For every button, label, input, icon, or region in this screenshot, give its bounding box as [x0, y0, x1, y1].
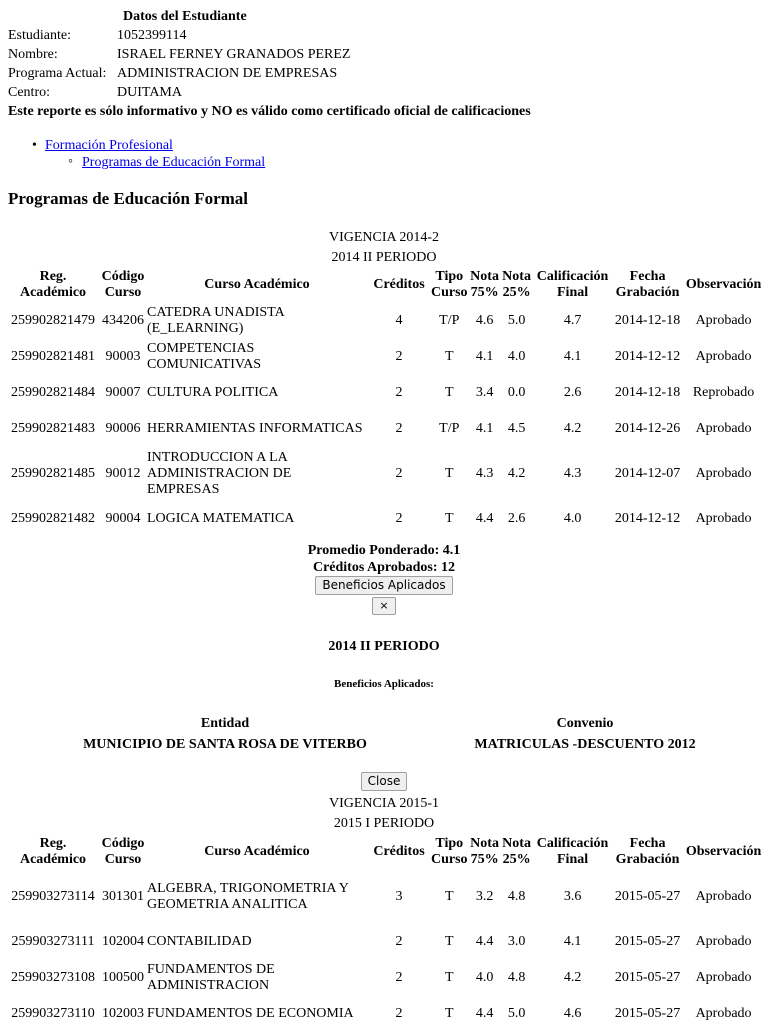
fecha-grabacion-cell: 2015-05-27: [614, 970, 681, 985]
col-curso-academico: Curso Académico: [204, 844, 310, 859]
student-data-header: Datos del Estudiante: [123, 9, 247, 24]
period1-periodo: 2014 II PERIODO: [331, 250, 437, 265]
fecha-grabacion-cell: 2014-12-12: [614, 511, 681, 526]
nota-25-cell: 4.2: [507, 466, 526, 481]
calificacion-final-cell: 4.0: [563, 511, 582, 526]
nota-25-cell: 4.8: [507, 889, 526, 904]
creditos-cell: 2: [395, 421, 403, 436]
grades-header-row: [6, 267, 765, 303]
reg-academico-cell: 259902821484: [11, 385, 95, 400]
col-observacion: Observación: [685, 844, 762, 859]
codigo-curso-cell: 301301: [102, 889, 144, 904]
student-info-row: [8, 27, 350, 46]
student-info-row: [8, 84, 350, 103]
codigo-curso-cell: 90007: [105, 385, 141, 400]
grade-row: [6, 375, 765, 411]
col-tipo-curso: Tipo Curso: [431, 269, 468, 300]
nota-75-cell: 4.4: [475, 511, 494, 526]
reg-academico-cell: 259902821485: [11, 466, 95, 481]
tipo-curso-cell: T: [445, 511, 454, 526]
student-name-value: ISRAEL FERNEY GRANADOS PEREZ: [117, 47, 351, 62]
grade-row: [6, 339, 765, 375]
reg-academico-cell: 259902821482: [11, 511, 95, 526]
section-title: Programas de Educación Formal: [8, 189, 249, 208]
observacion-cell: Aprobado: [695, 313, 752, 328]
benefits-applied-button[interactable]: Beneficios Aplicados: [315, 576, 452, 595]
grades-header-row: [6, 834, 765, 870]
reg-academico-cell: 259903273111: [11, 934, 95, 949]
period1-vigencia: VIGENCIA 2014-2: [328, 230, 440, 245]
nota-75-cell: 4.1: [475, 421, 494, 436]
nota-75-cell: 3.2: [475, 889, 494, 904]
codigo-curso-cell: 90003: [105, 349, 141, 364]
period2-grades-table: [6, 834, 765, 1032]
nota-25-cell: 4.5: [507, 421, 526, 436]
weighted-average: Promedio Ponderado: 4.1: [307, 543, 461, 558]
curso-academico-cell: COMPETENCIAS COMUNICATIVAS: [147, 341, 262, 372]
tipo-curso-cell: T: [445, 466, 454, 481]
calificacion-final-cell: 4.6: [563, 1006, 582, 1021]
codigo-curso-cell: 90012: [105, 466, 141, 481]
nota-75-cell: 3.4: [475, 385, 494, 400]
reg-academico-cell: 259903273114: [11, 889, 95, 904]
creditos-cell: 2: [395, 1006, 403, 1021]
observacion-cell: Aprobado: [695, 349, 752, 364]
reg-academico-cell: 259902821481: [11, 349, 95, 364]
col-nota-25: Nota 25%: [502, 836, 531, 867]
nota-25-cell: 5.0: [507, 313, 526, 328]
codigo-curso-cell: 100500: [102, 970, 144, 985]
close-x-button[interactable]: ×: [372, 597, 395, 615]
curso-academico-cell: CONTABILIDAD: [147, 934, 252, 949]
nota-25-cell: 4.0: [507, 349, 526, 364]
tipo-curso-cell: T: [445, 349, 454, 364]
nav-link-programas-educacion-formal[interactable]: Programas de Educación Formal: [82, 155, 266, 170]
col-reg-academico: Reg. Académico: [19, 269, 87, 300]
nota-75-cell: 4.1: [475, 349, 494, 364]
reg-academico-cell: 259903273110: [11, 1006, 95, 1021]
nota-75-cell: 4.6: [475, 313, 494, 328]
codigo-curso-cell: 102003: [102, 1006, 144, 1021]
nota-25-cell: 0.0: [507, 385, 526, 400]
period2-periodo: 2015 I PERIODO: [333, 816, 435, 831]
creditos-cell: 4: [395, 313, 403, 328]
student-info-row: [8, 65, 350, 84]
codigo-curso-cell: 90004: [105, 511, 141, 526]
observacion-cell: Aprobado: [695, 466, 752, 481]
benefits-applied-title: Beneficios Aplicados:: [334, 678, 434, 690]
nota-75-cell: 4.4: [475, 1006, 494, 1021]
calificacion-final-cell: 4.7: [563, 313, 582, 328]
program-nav: [45, 137, 265, 171]
curso-academico-cell: LOGICA MATEMATICA: [147, 511, 295, 526]
calificacion-final-cell: 4.3: [563, 466, 582, 481]
student-info-table: [8, 27, 350, 103]
grade-row: [6, 501, 765, 537]
student-name-label: Nombre:: [8, 47, 58, 62]
col-nota-25: Nota 25%: [502, 269, 531, 300]
col-fecha-grabacion: Fecha Grabación: [615, 836, 680, 867]
calificacion-final-cell: 4.1: [563, 934, 582, 949]
benefits-button-wrap: [0, 576, 768, 595]
approved-credits: Créditos Aprobados: 12: [312, 560, 456, 575]
creditos-cell: 2: [395, 385, 403, 400]
tipo-curso-cell: T: [445, 970, 454, 985]
curso-academico-cell: FUNDAMENTOS DE ADMINISTRACION: [147, 962, 275, 993]
curso-academico-cell: FUNDAMENTOS DE ECONOMIA: [147, 1006, 354, 1021]
grade-row: [6, 447, 765, 501]
curso-academico-cell: ALGEBRA, TRIGONOMETRIA Y GEOMETRIA ANALITICA: [147, 881, 349, 912]
creditos-cell: 3: [395, 889, 403, 904]
nota-75-cell: 4.0: [475, 970, 494, 985]
calificacion-final-cell: 4.1: [563, 349, 582, 364]
nav-item-formacion: [45, 137, 265, 154]
calificacion-final-cell: 3.6: [563, 889, 582, 904]
tipo-curso-cell: T: [445, 889, 454, 904]
fecha-grabacion-cell: 2014-12-18: [614, 313, 681, 328]
col-calificacion-final: Calificación Final: [536, 836, 609, 867]
observacion-cell: Aprobado: [695, 889, 752, 904]
grade-row: [6, 996, 765, 1032]
grade-row: [6, 870, 765, 924]
col-fecha-grabacion: Fecha Grabación: [615, 269, 680, 300]
col-creditos: Créditos: [373, 844, 425, 859]
disclaimer-text: Este reporte es sólo informativo y NO es válido como certificado oficial de calificaciones: [8, 104, 531, 119]
fecha-grabacion-cell: 2014-12-07: [614, 466, 681, 481]
col-curso-academico: Curso Académico: [204, 277, 310, 292]
codigo-curso-cell: 434206: [102, 313, 144, 328]
program-value: ADMINISTRACION DE EMPRESAS: [117, 66, 338, 81]
tipo-curso-cell: T/P: [439, 313, 460, 328]
nota-25-cell: 5.0: [507, 1006, 526, 1021]
grade-row: [6, 924, 765, 960]
grade-row: [6, 411, 765, 447]
col-observacion: Observación: [685, 277, 762, 292]
creditos-cell: 2: [395, 511, 403, 526]
fecha-grabacion-cell: 2015-05-27: [614, 934, 681, 949]
close-button[interactable]: Close: [361, 772, 408, 791]
observacion-cell: Aprobado: [695, 1006, 752, 1021]
codigo-curso-cell: 102004: [102, 934, 144, 949]
observacion-cell: Aprobado: [695, 511, 752, 526]
nav-item-programas: [82, 154, 265, 171]
curso-academico-cell: CATEDRA UNADISTA (E_LEARNING): [147, 305, 284, 336]
creditos-cell: 2: [395, 970, 403, 985]
grade-row: [6, 960, 765, 996]
nota-75-cell: 4.3: [475, 466, 494, 481]
tipo-curso-cell: T/P: [439, 421, 460, 436]
close-button-wrap: [0, 772, 768, 791]
program-label: Programa Actual:: [8, 66, 107, 81]
curso-academico-cell: CULTURA POLITICA: [147, 385, 279, 400]
creditos-cell: 2: [395, 934, 403, 949]
reg-academico-cell: 259903273108: [11, 970, 95, 985]
curso-academico-cell: INTRODUCCION A LA ADMINISTRACION DE EMPRESAS: [147, 450, 292, 497]
col-creditos: Créditos: [373, 277, 425, 292]
nav-link-formacion-profesional[interactable]: Formación Profesional: [45, 138, 173, 153]
nota-25-cell: 4.8: [507, 970, 526, 985]
col-codigo-curso: Código Curso: [101, 269, 145, 300]
nota-25-cell: 2.6: [507, 511, 526, 526]
col-nota-75: Nota 75%: [470, 269, 499, 300]
student-id-value: 1052399114: [117, 28, 187, 43]
entidad-header: Entidad: [200, 716, 250, 731]
benefits-period-title: 2014 II PERIODO: [328, 639, 440, 654]
entidad-value: MUNICIPIO DE SANTA ROSA DE VITERBO: [83, 737, 367, 752]
tipo-curso-cell: T: [445, 385, 454, 400]
creditos-cell: 2: [395, 349, 403, 364]
student-id-label: Estudiante:: [8, 28, 71, 43]
convenio-header: Convenio: [556, 716, 614, 731]
calificacion-final-cell: 4.2: [563, 421, 582, 436]
creditos-cell: 2: [395, 466, 403, 481]
center-value: DUITAMA: [117, 85, 182, 100]
period1-grades-table: [6, 267, 765, 537]
col-nota-75: Nota 75%: [470, 836, 499, 867]
fecha-grabacion-cell: 2015-05-27: [614, 889, 681, 904]
nota-25-cell: 3.0: [507, 934, 526, 949]
curso-academico-cell: HERRAMIENTAS INFORMATICAS: [147, 421, 363, 436]
col-reg-academico: Reg. Académico: [19, 836, 87, 867]
convenio-value: MATRICULAS -DESCUENTO 2012: [474, 737, 696, 752]
reg-academico-cell: 259902821479: [11, 313, 95, 328]
grade-row: [6, 303, 765, 339]
calificacion-final-cell: 4.2: [563, 970, 582, 985]
tipo-curso-cell: T: [445, 934, 454, 949]
close-x-wrap: [0, 597, 768, 615]
nota-75-cell: 4.4: [475, 934, 494, 949]
codigo-curso-cell: 90006: [105, 421, 141, 436]
tipo-curso-cell: T: [445, 1006, 454, 1021]
observacion-cell: Aprobado: [695, 421, 752, 436]
fecha-grabacion-cell: 2015-05-27: [614, 1006, 681, 1021]
col-tipo-curso: Tipo Curso: [431, 836, 468, 867]
calificacion-final-cell: 2.6: [563, 385, 582, 400]
fecha-grabacion-cell: 2014-12-12: [614, 349, 681, 364]
observacion-cell: Reprobado: [692, 385, 755, 400]
fecha-grabacion-cell: 2014-12-26: [614, 421, 681, 436]
fecha-grabacion-cell: 2014-12-18: [614, 385, 681, 400]
observacion-cell: Aprobado: [695, 934, 752, 949]
observacion-cell: Aprobado: [695, 970, 752, 985]
col-codigo-curso: Código Curso: [101, 836, 145, 867]
reg-academico-cell: 259902821483: [11, 421, 95, 436]
student-info-row: [8, 46, 350, 65]
col-calificacion-final: Calificación Final: [536, 269, 609, 300]
center-label: Centro:: [8, 85, 50, 100]
period2-vigencia: VIGENCIA 2015-1: [328, 796, 440, 811]
